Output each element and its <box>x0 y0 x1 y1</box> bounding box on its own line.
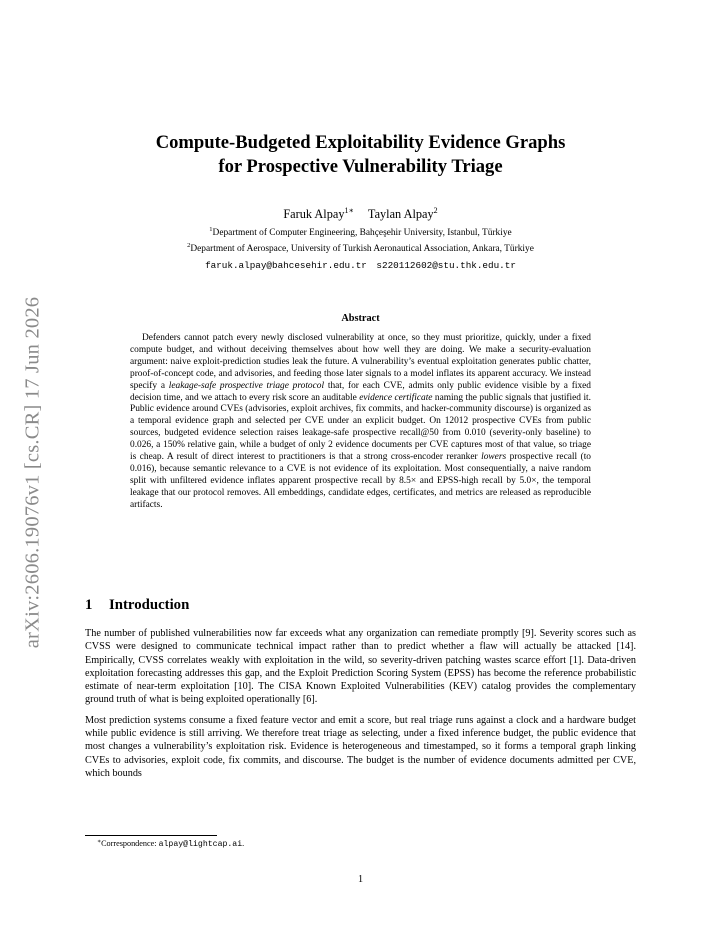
footnote-mark: ∗ <box>97 839 102 845</box>
affiliation <box>85 242 636 254</box>
author-name: Faruk Alpay <box>283 207 345 221</box>
author-emails: faruk.alpay@bahcesehir.edu.tr s220112602@stu.thk.edu.tr <box>205 260 516 271</box>
author-mark: 2 <box>433 206 438 215</box>
author-list <box>85 206 636 222</box>
author-mark: 1∗ <box>344 206 354 215</box>
arxiv-identifier-text: arXiv:2606.19076v1 [cs.CR] 17 Jun 2026 <box>21 296 44 648</box>
abstract-paragraph <box>130 333 591 512</box>
footnote-end: . <box>242 839 245 848</box>
footnote-rule <box>85 835 217 836</box>
affiliation-mark: 2 <box>187 242 191 249</box>
author-name: Taylan Alpay <box>367 207 434 221</box>
footnote-label: Correspondence: <box>101 839 159 848</box>
body-paragraph: Most prediction systems consume a fixed feature vector and emit a score, but real triage runs against a clock and a hardware budget while public evidence is still arriving. We therefore treat triage as selecting, under a fixed inference budget, the public evidence that most changes a vulnerability’s exploitation risk. Evidence is heterogeneous and timestamped, so it forms a temporal graph linking CVEs to advisories, exploit code, fix commits, and discourse. The budget is the number of evidence documents admitted per CVE, which bounds <box>85 714 636 779</box>
abstract-text: naming the public signals that justified it. Public evidence around CVEs (advisories, exploit archives, fix commits, and hacker-community discourse) is organized as a temporal evidence graph and selected per CVE under an explicit budget. On 12012 prospective CVEs from public sources, budgeted evidence selection raises leakage-safe prospective recall@50 from 0.010 (severity-only baseline) to 0.026, a 150% relative gain, while a budget of only 2 evidence documents per CVE captures most of that value, so triage is cheap. A result of direct interest to practitioners is that a strong cross-encoder reranker <box>130 392 592 463</box>
section-title: Introduction <box>109 597 190 613</box>
body-paragraph: The number of published vulnerabilities now far exceeds what any organization can remediate promptly [9]. Severity scores such as CVSS were designed to communicate technical impact rather than to predict whether a flaw will actually be attacked [14]. Empirically, CVSS correlates weakly with exploitation in the wild, so severity-driven patching wastes scarce effort [1]. Data-driven exploitation forecasting addresses this gap, and the Exploit Prediction Scoring System (EPSS) has become the reference probabilistic estimate of near-term exploitation [10]. The CISA Known Exploited Vulnerabilities (KEV) catalog provides the complementary ground truth of what is being exploited operationally [6]. <box>85 628 636 706</box>
paper-title <box>85 131 636 179</box>
footnote-email: alpay@lightcap.ai <box>158 840 243 849</box>
abstract-heading: Abstract <box>341 313 380 324</box>
affiliation-mark: 1 <box>209 226 213 233</box>
affiliation-text: Department of Computer Engineering, Bahçeşehir University, Istanbul, Türkiye <box>212 228 512 238</box>
abstract-body <box>130 333 591 512</box>
section-heading <box>85 597 636 614</box>
abstract-emphasis: evidence certificate <box>359 392 433 403</box>
affiliation <box>85 226 636 238</box>
title-line-2: for Prospective Vulnerability Triage <box>218 156 503 177</box>
abstract-text: prospective recall (to 0.016), because semantic relevance to a CVE is not evidence of its exploitation. Most consequentially, a naive random split with unfiltered evidence inflates apparent prospective recall by 8.5× and EPSS-high recall by 5.0×, the temporal leakage that our protocol removes. All embeddings, candidate edges, certificates, and metrics are released as reproducible artifacts. <box>130 452 591 510</box>
page-number: 1 <box>357 874 364 885</box>
section-body <box>85 627 636 787</box>
section-number: 1 <box>85 597 93 613</box>
title-line-1: Compute-Budgeted Exploitability Evidence Graphs <box>155 132 566 153</box>
abstract-emphasis: lowers <box>481 452 507 463</box>
abstract-text: Defenders cannot patch every newly disclosed vulnerability at once, so they must prioritize, quickly, under a fixed compute budget, and without deceiving themselves about how well they are doing. We make a security-evaluation argument: naive exploit-prediction studies leak the future. A vulnerability’s eventual exploitation generates public chatter, proof-of-concept code, and advisories, and feeding those later signals to a model inflates its apparent accuracy. We instead specify a <box>130 333 591 391</box>
affiliation-text: Department of Aerospace, University of Turkish Aeronautical Association, Ankara, Türkiye <box>190 244 534 254</box>
footnote <box>97 838 637 849</box>
abstract-text: that, for each CVE, admits only public evidence visible by a fixed decision time, and we attach to every risk score an auditable <box>130 380 591 403</box>
arxiv-identifier <box>18 262 48 682</box>
abstract-emphasis: leakage-safe prospective triage protocol <box>168 380 325 391</box>
